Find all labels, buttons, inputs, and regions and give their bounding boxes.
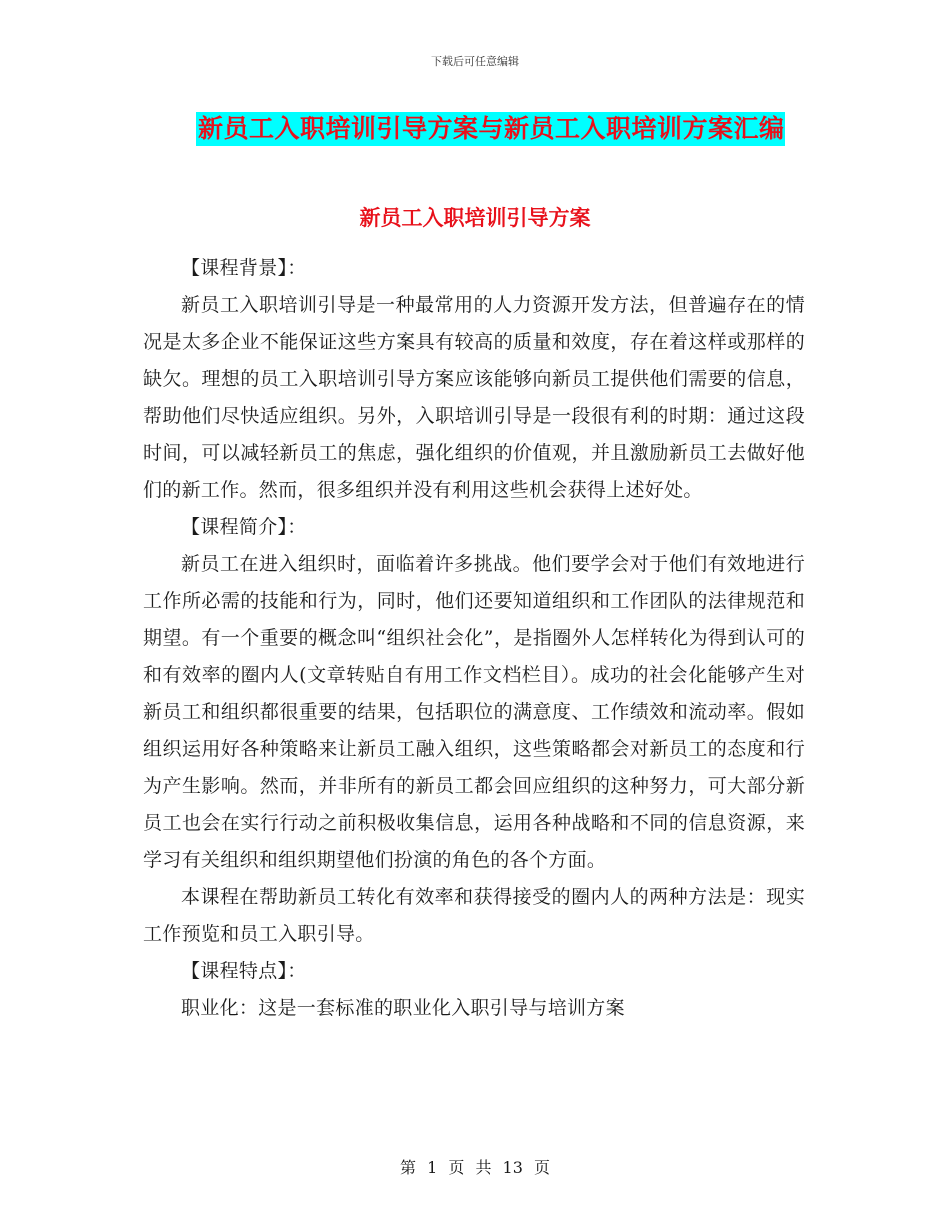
features-heading: 【课程特点】： [181,960,307,982]
section-title: 新员工入职培训引导方案 [359,206,591,230]
header-note: 下载后可任意编辑 [431,55,519,68]
document-main-title: 新员工入职培训引导方案与新员工入职培训方案汇编 [196,112,785,146]
intro-paragraph-1: 新员工在进入组织时，面临着许多挑战。他们要学会对于他们有效地进行工作所必需的技能和行为，同时，他们还要知道组织和工作团队的法律规范和期望。有一个重要的概念叫“组织社会化”，是指圈外人怎样转化为得到认可的和有效率的圈内人(文章转贴自有用工作文档栏目）。成功的社会化能够产生对新员工和组织都很重要的结果，包括职位的满意度、工作绩效和流动率。假如组织运用好各种策略来让新员工融入组织，这些策略都会对新员工的态度和行为产生影响。然而，并非所有的新员工都会回应组织的这种努力，可大部分新员工也会在实行行动之前积极收集信息，运用各种战略和不同的信息资源，来学习有关组织和组织期望他们扮演的角色的各个方面。 [143,553,805,871]
background-paragraph: 新员工入职培训引导是一种最常用的人力资源开发方法，但普遍存在的情况是太多企业不能保证这些方案具有较高的质量和效度，存在着这样或那样的缺欠。理想的员工入职培训引导方案应该能够向新员工提供他们需要的信息，帮助他们尽快适应组织。另外，入职培训引导是一段很有利的时期：通过这段时间，可以减轻新员工的焦虑，强化组织的价值观，并且激励新员工去做好他们的新工作。然而，很多组织并没有利用这些机会获得上述好处。 [143,294,805,501]
page-footer: 第 1 页 共 13 页 [400,1158,550,1177]
background-heading: 【课程背景】： [181,257,307,279]
intro-heading: 【课程简介】： [181,516,307,538]
intro-paragraph-2: 本课程在帮助新员工转化有效率和获得接受的圈内人的两种方法是：现实工作预览和员工入职引导。 [143,886,805,945]
document-body [143,250,805,1027]
features-paragraph: 职业化：这是一套标准的职业化入职引导与培训方案 [181,997,625,1019]
